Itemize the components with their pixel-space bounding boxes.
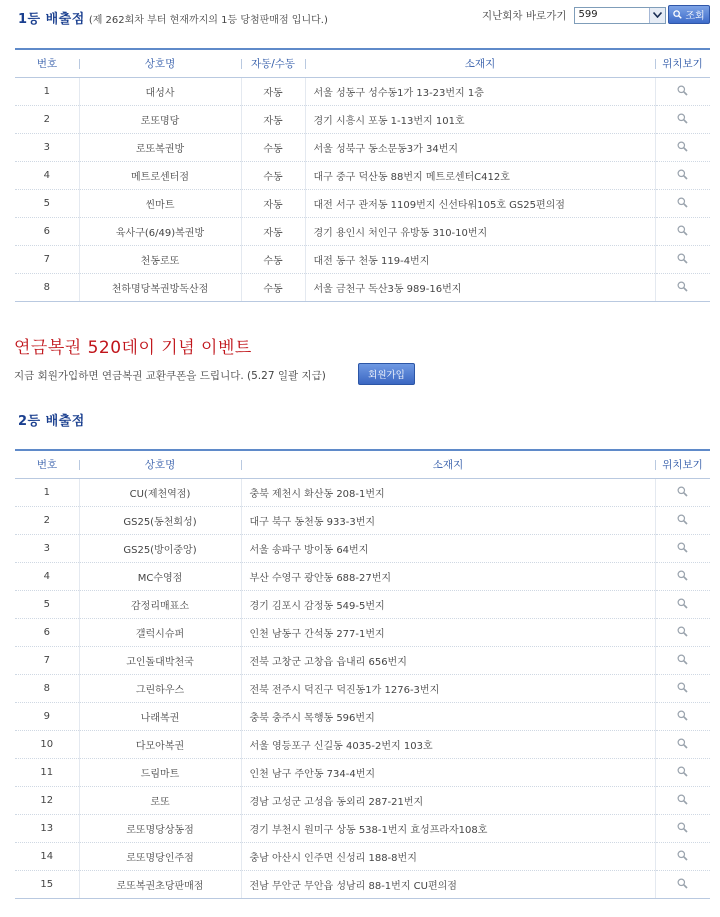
location-view-cell: [655, 703, 710, 731]
magnifier-icon[interactable]: [677, 486, 688, 500]
store-name: 드림마트: [79, 759, 241, 787]
store-name: 로또복권초당판매점: [79, 871, 241, 899]
location-view-cell: [655, 787, 710, 815]
row-number: 14: [15, 843, 79, 871]
store-address: 대전 서구 관저동 1109번지 신선타워105호 GS25편의점: [305, 190, 655, 218]
join-button[interactable]: 회원가입: [358, 363, 415, 385]
location-view-cell: [655, 274, 710, 302]
round-search-label: 지난회차 바로가기: [482, 9, 567, 22]
magnifier-icon[interactable]: [677, 794, 688, 808]
row-number: 1: [15, 78, 79, 106]
chevron-down-icon[interactable]: [649, 8, 665, 23]
magnifier-icon[interactable]: [677, 169, 688, 183]
location-view-cell: [655, 190, 710, 218]
location-view-cell: [655, 218, 710, 246]
location-view-cell: [655, 134, 710, 162]
round-search: [482, 5, 666, 25]
store-name: 고인돌대박천국: [79, 647, 241, 675]
round-select-value: 599: [578, 8, 598, 20]
first-prize-subtitle: (제 262회차 부터 현재까지의 1등 당첨판매점 입니다.): [88, 15, 328, 26]
store-address: 충북 제천시 화산동 208-1번지: [241, 479, 655, 507]
store-name: 로또명당인주점: [79, 843, 241, 871]
store-name: 갤럭시슈퍼: [79, 619, 241, 647]
magnifier-icon[interactable]: [677, 570, 688, 584]
store-name: 육사구(6/49)복권방: [79, 218, 241, 246]
store-name: 감정리매표소: [79, 591, 241, 619]
store-address: 대전 동구 천동 119-4번지: [305, 246, 655, 274]
magnifier-icon[interactable]: [677, 281, 688, 295]
table-row: [15, 703, 710, 731]
store-address: 서울 영등포구 신길동 4035-2번지 103호: [241, 731, 655, 759]
table-row: [15, 507, 710, 535]
row-number: 12: [15, 787, 79, 815]
col-header-location: 위치보기: [655, 49, 710, 78]
table-row: [15, 78, 710, 106]
row-number: 13: [15, 815, 79, 843]
location-view-cell: [655, 843, 710, 871]
table-row: [15, 787, 710, 815]
col-header-name: 상호명: [79, 450, 241, 479]
table-row: [15, 218, 710, 246]
magnifier-icon[interactable]: [677, 710, 688, 724]
table-row: [15, 106, 710, 134]
magnifier-icon[interactable]: [677, 626, 688, 640]
location-view-cell: [655, 246, 710, 274]
row-number: 4: [15, 563, 79, 591]
row-number: 5: [15, 591, 79, 619]
magnifier-icon[interactable]: [677, 514, 688, 528]
table-row: [15, 591, 710, 619]
store-name: MC수영점: [79, 563, 241, 591]
store-address: 경기 김포시 감정동 549-5번지: [241, 591, 655, 619]
table-row: [15, 731, 710, 759]
location-view-cell: [655, 759, 710, 787]
location-view-cell: [655, 731, 710, 759]
col-header-location: 위치보기: [655, 450, 710, 479]
magnifier-icon[interactable]: [677, 738, 688, 752]
location-view-cell: [655, 507, 710, 535]
magnifier-icon[interactable]: [677, 197, 688, 211]
table-row: [15, 479, 710, 507]
location-view-cell: [655, 647, 710, 675]
table-row: [15, 274, 710, 302]
store-address: 충남 아산시 인주면 신성리 188-8번지: [241, 843, 655, 871]
event-text: 지금 회원가입하면 연금복권 교환쿠폰을 드립니다. (5.27 일괄 지급): [14, 370, 326, 382]
col-header-name: 상호명: [79, 49, 241, 78]
store-name: 메트로센터점: [79, 162, 241, 190]
col-header-address: 소재지: [305, 49, 655, 78]
magnifier-icon[interactable]: [677, 766, 688, 780]
store-address: 서울 송파구 방이동 64번지: [241, 535, 655, 563]
row-number: 11: [15, 759, 79, 787]
store-name: 로또명당상동점: [79, 815, 241, 843]
store-address: 경기 부천시 원미구 상동 538-1번지 효성프라자108호: [241, 815, 655, 843]
table-row: [15, 759, 710, 787]
table-row: [15, 815, 710, 843]
table-header-row: [15, 450, 710, 479]
store-address: 전남 무안군 무안읍 성남리 88-1번지 CU편의점: [241, 871, 655, 899]
col-header-address: 소재지: [241, 450, 655, 479]
table-header-row: [15, 49, 710, 78]
magnifier-icon[interactable]: [677, 654, 688, 668]
table-row: [15, 162, 710, 190]
store-address: 대구 북구 동천동 933-3번지: [241, 507, 655, 535]
search-button-label: 조회: [685, 11, 705, 22]
row-number: 8: [15, 274, 79, 302]
col-header-no: 번호: [15, 450, 79, 479]
row-number: 2: [15, 106, 79, 134]
table-row: [15, 843, 710, 871]
store-name: 그린하우스: [79, 675, 241, 703]
store-name: 씬마트: [79, 190, 241, 218]
magnifier-icon[interactable]: [677, 598, 688, 612]
store-address: 인천 남구 주안동 734-4번지: [241, 759, 655, 787]
table-row: [15, 619, 710, 647]
row-number: 8: [15, 675, 79, 703]
draw-method: 수동: [241, 134, 305, 162]
row-number: 3: [15, 535, 79, 563]
store-address: 대구 중구 덕산동 88번지 메트로센터C412호: [305, 162, 655, 190]
magnifier-icon[interactable]: [677, 141, 688, 155]
store-name: GS25(방이중앙): [79, 535, 241, 563]
location-view-cell: [655, 78, 710, 106]
draw-method: 자동: [241, 218, 305, 246]
table-row: [15, 647, 710, 675]
store-address: 충북 충주시 목행동 596번지: [241, 703, 655, 731]
location-view-cell: [655, 815, 710, 843]
store-address: 경남 고성군 고성읍 동외리 287-21번지: [241, 787, 655, 815]
col-header-method: 자동/수동: [241, 49, 305, 78]
row-number: 5: [15, 190, 79, 218]
draw-method: 수동: [241, 246, 305, 274]
table-row: [15, 563, 710, 591]
table-row: [15, 871, 710, 899]
store-name: 로또명당: [79, 106, 241, 134]
store-address: 전북 고창군 고창읍 읍내리 656번지: [241, 647, 655, 675]
row-number: 15: [15, 871, 79, 899]
store-address: 전북 전주시 덕진구 덕진동1가 1276-3번지: [241, 675, 655, 703]
store-name: 로또: [79, 787, 241, 815]
magnifier-icon[interactable]: [677, 85, 688, 99]
second-prize-title: 2등 배출점: [18, 414, 85, 429]
row-number: 6: [15, 218, 79, 246]
round-select[interactable]: [574, 7, 666, 24]
row-number: 2: [15, 507, 79, 535]
store-address: 서울 성동구 성수동1가 13-23번지 1층: [305, 78, 655, 106]
col-header-no: 번호: [15, 49, 79, 78]
location-view-cell: [655, 162, 710, 190]
table-row: [15, 134, 710, 162]
row-number: 9: [15, 703, 79, 731]
row-number: 10: [15, 731, 79, 759]
draw-method: 수동: [241, 162, 305, 190]
location-view-cell: [655, 619, 710, 647]
store-name: 로또복권방: [79, 134, 241, 162]
location-view-cell: [655, 106, 710, 134]
row-number: 1: [15, 479, 79, 507]
magnifier-icon[interactable]: [677, 253, 688, 267]
table-row: [15, 535, 710, 563]
table-row: [15, 190, 710, 218]
magnifier-icon[interactable]: [677, 878, 688, 892]
table-row: [15, 675, 710, 703]
draw-method: 수동: [241, 274, 305, 302]
location-view-cell: [655, 675, 710, 703]
first-prize-heading: [18, 8, 328, 27]
store-name: 나래복권: [79, 703, 241, 731]
location-view-cell: [655, 535, 710, 563]
table-row: [15, 246, 710, 274]
store-name: CU(제천역점): [79, 479, 241, 507]
store-name: 대성사: [79, 78, 241, 106]
magnifier-icon[interactable]: [677, 682, 688, 696]
first-prize-table: [15, 48, 710, 302]
magnifier-icon[interactable]: [677, 850, 688, 864]
first-prize-title: 1등 배출점: [18, 12, 85, 27]
location-view-cell: [655, 563, 710, 591]
draw-method: 자동: [241, 106, 305, 134]
store-address: 서울 금천구 독산3동 989-16번지: [305, 274, 655, 302]
store-address: 서울 성북구 동소문동3가 34번지: [305, 134, 655, 162]
store-address: 경기 시흥시 포동 1-13번지 101호: [305, 106, 655, 134]
store-address: 경기 용인시 처인구 유방동 310-10번지: [305, 218, 655, 246]
draw-method: 자동: [241, 190, 305, 218]
magnifier-icon[interactable]: [677, 822, 688, 836]
row-number: 7: [15, 647, 79, 675]
search-button[interactable]: [668, 5, 710, 24]
store-name: 천동로또: [79, 246, 241, 274]
location-view-cell: [655, 871, 710, 899]
store-address: 부산 수영구 광안동 688-27번지: [241, 563, 655, 591]
store-name: 천하명당복권방독산점: [79, 274, 241, 302]
location-view-cell: [655, 479, 710, 507]
event-title: 연금복권 520데이 기념 이벤트: [14, 338, 252, 358]
magnifier-icon[interactable]: [677, 542, 688, 556]
location-view-cell: [655, 591, 710, 619]
row-number: 4: [15, 162, 79, 190]
store-address: 인천 남동구 간석동 277-1번지: [241, 619, 655, 647]
magnifier-icon[interactable]: [677, 225, 688, 239]
draw-method: 자동: [241, 78, 305, 106]
second-prize-table: [15, 449, 710, 899]
row-number: 6: [15, 619, 79, 647]
magnifier-icon[interactable]: [677, 113, 688, 127]
store-name: 다모아복권: [79, 731, 241, 759]
store-name: GS25(동천회성): [79, 507, 241, 535]
magnifier-icon: [673, 10, 682, 19]
row-number: 7: [15, 246, 79, 274]
row-number: 3: [15, 134, 79, 162]
